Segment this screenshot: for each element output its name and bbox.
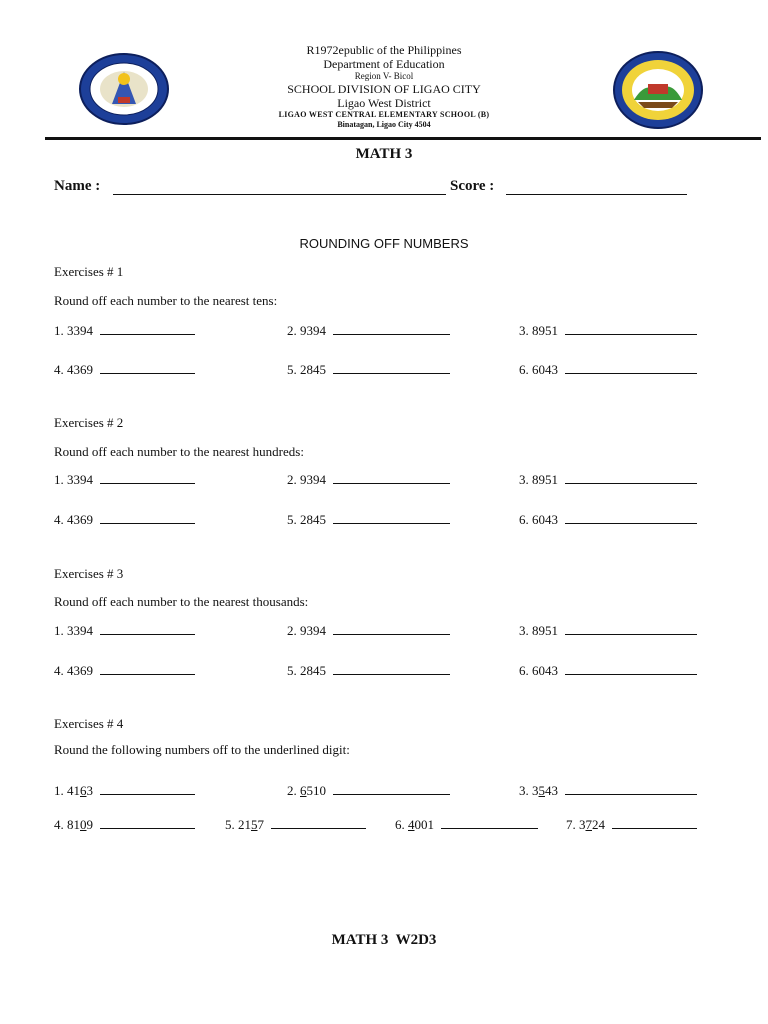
- item-number: 4.: [54, 817, 64, 832]
- header-department: Department of Education: [323, 57, 445, 71]
- answer-blank[interactable]: [565, 622, 697, 635]
- exercise3-item: [54, 622, 195, 639]
- item-number: 2. 9394: [287, 323, 326, 338]
- header-republic: R1972epublic of the Philippines: [306, 43, 462, 57]
- item-number: 1. 3394: [54, 623, 93, 638]
- digits-after: 3: [86, 783, 93, 798]
- exercise2-instruction: Round off each number to the nearest hundreds:: [54, 444, 304, 459]
- score-field[interactable]: [506, 194, 687, 195]
- exercise4-heading: Exercises # 4: [54, 716, 124, 731]
- exercise4-item: [225, 816, 366, 833]
- answer-blank[interactable]: [333, 622, 450, 635]
- answer-blank[interactable]: [100, 662, 195, 675]
- digits-after: 510: [306, 783, 326, 798]
- name-field[interactable]: [113, 194, 446, 195]
- exercise1-item: [519, 361, 697, 378]
- answer-blank[interactable]: [333, 662, 450, 675]
- answer-blank[interactable]: [333, 322, 450, 335]
- name-label: Name :: [54, 178, 101, 194]
- exercise2-item: [519, 471, 697, 488]
- digits-after: 001: [414, 817, 434, 832]
- item-number: 5. 2845: [287, 362, 326, 377]
- item-number: 4. 4369: [54, 512, 93, 527]
- header-division: SCHOOL DIVISION OF LIGAO CITY: [287, 82, 481, 96]
- item-number: 1.: [54, 783, 64, 798]
- digits-before: 81: [67, 817, 80, 832]
- answer-blank[interactable]: [271, 816, 366, 829]
- item-number: 5.: [225, 817, 235, 832]
- exercise4-item: [395, 816, 538, 833]
- exercise4-item: [54, 816, 195, 833]
- answer-blank[interactable]: [333, 361, 450, 374]
- digits-before: 3: [532, 783, 539, 798]
- answer-blank[interactable]: [565, 361, 697, 374]
- exercise1-instruction: Round off each number to the nearest tens:: [54, 293, 278, 308]
- exercise2-item: [54, 471, 195, 488]
- answer-blank[interactable]: [565, 511, 697, 524]
- answer-blank[interactable]: [100, 782, 195, 795]
- item-number: 6. 6043: [519, 362, 558, 377]
- item-number: 3. 8951: [519, 472, 558, 487]
- item-number: 5. 2845: [287, 512, 326, 527]
- exercise2-item: [287, 511, 450, 528]
- answer-blank[interactable]: [333, 511, 450, 524]
- exercise4-item: [566, 816, 697, 833]
- exercise3-item: [519, 662, 697, 679]
- underlined-digit: 5: [538, 783, 545, 798]
- answer-blank[interactable]: [100, 361, 195, 374]
- header-district: Ligao West District: [337, 96, 431, 110]
- answer-blank[interactable]: [100, 816, 195, 829]
- underlined-digit: 4: [408, 817, 415, 832]
- answer-blank[interactable]: [565, 322, 697, 335]
- digits-after: 9: [86, 817, 93, 832]
- digits-before: 41: [67, 783, 80, 798]
- answer-blank[interactable]: [100, 471, 195, 484]
- digits-before: 21: [238, 817, 251, 832]
- exercise2-item: [287, 471, 450, 488]
- header-region: Region V- Bicol: [354, 71, 414, 81]
- exercise3-instruction: Round off each number to the nearest thousands:: [54, 594, 309, 609]
- header-school: LIGAO WEST CENTRAL ELEMENTARY SCHOOL (B): [278, 110, 490, 119]
- score-label: Score :: [450, 178, 495, 194]
- exercise3-item: [287, 622, 450, 639]
- digits-after: 24: [592, 817, 605, 832]
- header-rule: [45, 137, 761, 140]
- answer-blank[interactable]: [100, 622, 195, 635]
- footer-title: MATH 3 W2D3: [331, 932, 437, 948]
- exercise3-item: [519, 622, 697, 639]
- digits-before: 3: [579, 817, 586, 832]
- answer-blank[interactable]: [333, 471, 450, 484]
- underlined-digit: 5: [251, 817, 258, 832]
- underlined-digit: 7: [585, 817, 592, 832]
- item-number: 1. 3394: [54, 323, 93, 338]
- exercise2-item: [519, 511, 697, 528]
- answer-blank[interactable]: [565, 471, 697, 484]
- item-number: 3. 8951: [519, 623, 558, 638]
- item-number: 2.: [287, 783, 297, 798]
- exercise3-item: [54, 662, 195, 679]
- answer-blank[interactable]: [612, 816, 697, 829]
- exercise2-heading: Exercises # 2: [54, 415, 124, 430]
- digits-after: 7: [257, 817, 264, 832]
- header-address: Binatagan, Ligao City 4504: [337, 120, 431, 129]
- item-number: 2. 9394: [287, 472, 326, 487]
- page-title: MATH 3: [355, 146, 413, 162]
- item-number: 4. 4369: [54, 362, 93, 377]
- exercise1-item: [519, 322, 697, 339]
- exercise1-item: [287, 361, 450, 378]
- item-number: 1. 3394: [54, 472, 93, 487]
- item-number: 6. 6043: [519, 512, 558, 527]
- exercise1-item: [54, 361, 195, 378]
- item-number: 5. 2845: [287, 663, 326, 678]
- underlined-digit: 6: [300, 783, 307, 798]
- underlined-digit: 6: [80, 783, 87, 798]
- exercise4-instruction: Round the following numbers off to the underlined digit:: [54, 742, 350, 757]
- exercise1-item: [54, 322, 195, 339]
- exercise4-item: [54, 782, 195, 799]
- item-number: 6.: [395, 817, 405, 832]
- answer-blank[interactable]: [565, 662, 697, 675]
- exercise3-heading: Exercises # 3: [54, 566, 124, 581]
- item-number: 3. 8951: [519, 323, 558, 338]
- item-number: 7.: [566, 817, 576, 832]
- exercise4-item: [287, 782, 450, 799]
- answer-blank[interactable]: [333, 782, 450, 795]
- exercise1-heading: Exercises # 1: [54, 264, 124, 279]
- item-number: 2. 9394: [287, 623, 326, 638]
- answer-blank[interactable]: [100, 511, 195, 524]
- item-number: 6. 6043: [519, 663, 558, 678]
- exercise4-item: [519, 782, 697, 799]
- answer-blank[interactable]: [565, 782, 697, 795]
- digits-after: 43: [545, 783, 558, 798]
- item-number: 4. 4369: [54, 663, 93, 678]
- answer-blank[interactable]: [100, 322, 195, 335]
- exercise1-item: [287, 322, 450, 339]
- exercise2-item: [54, 511, 195, 528]
- underlined-digit: 0: [80, 817, 87, 832]
- worksheet-title: ROUNDING OFF NUMBERS: [299, 236, 469, 251]
- exercise3-item: [287, 662, 450, 679]
- item-number: 3.: [519, 783, 529, 798]
- answer-blank[interactable]: [441, 816, 538, 829]
